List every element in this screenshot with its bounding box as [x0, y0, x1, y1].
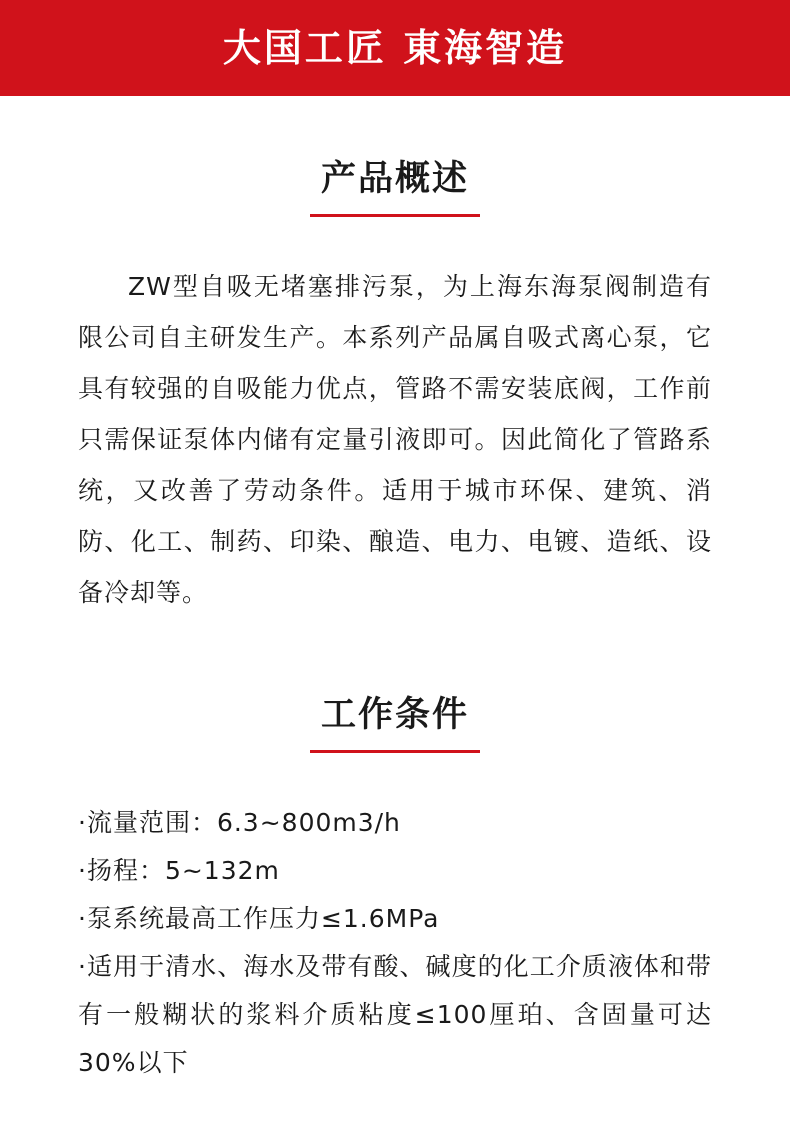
list-item-text: 扬程：5~132m: [86, 856, 280, 885]
section-heading-conditions: [78, 694, 712, 753]
spacer-conditions: [78, 753, 712, 799]
bullet-symbol: ·: [78, 904, 87, 933]
section-title-conditions: 工作条件: [320, 695, 469, 735]
bullet-symbol: ·: [78, 952, 87, 981]
spacer-after-banner: [0, 96, 790, 158]
section-title-overview: 产品概述: [320, 159, 469, 199]
list-item-text: 泵系统最高工作压力≤1.6MPa: [86, 904, 440, 933]
section-product-overview: [0, 158, 790, 618]
header-banner: [0, 0, 790, 96]
list-item: [78, 799, 712, 847]
section-heading-overview: [78, 158, 712, 217]
list-item: [78, 943, 712, 1087]
banner-title: 大国工匠 東海智造: [222, 26, 568, 70]
list-item: [78, 847, 712, 895]
list-item-text: 流量范围：6.3~800m3/h: [86, 808, 401, 837]
bullet-symbol: ·: [78, 808, 87, 837]
list-item: [78, 895, 712, 943]
overview-paragraph: ZW型自吸无堵塞排污泵，为上海东海泵阀制造有限公司自主研发生产。本系列产品属自吸式离心泵，它具有较强的自吸能力优点，管路不需安装底阀，工作前只需保证泵体内储有定量引液即可。因此简化了管路系统，又改善了劳动条件。适用于城市环保、建筑、消防、化工、制药、印染、酿造、电力、电镀、造纸、设备冷却等。: [78, 272, 712, 607]
working-conditions-list: [78, 799, 712, 1087]
bullet-symbol: ·: [78, 856, 87, 885]
spacer-between-sections: [0, 618, 790, 694]
section-working-conditions: [0, 694, 790, 1087]
spacer-overview: [78, 217, 712, 261]
list-item-text: 适用于清水、海水及带有酸、碱度的化工介质液体和带有一般糊状的浆料介质粘度≤100厘珀、含固量可达30%以下: [78, 952, 712, 1077]
